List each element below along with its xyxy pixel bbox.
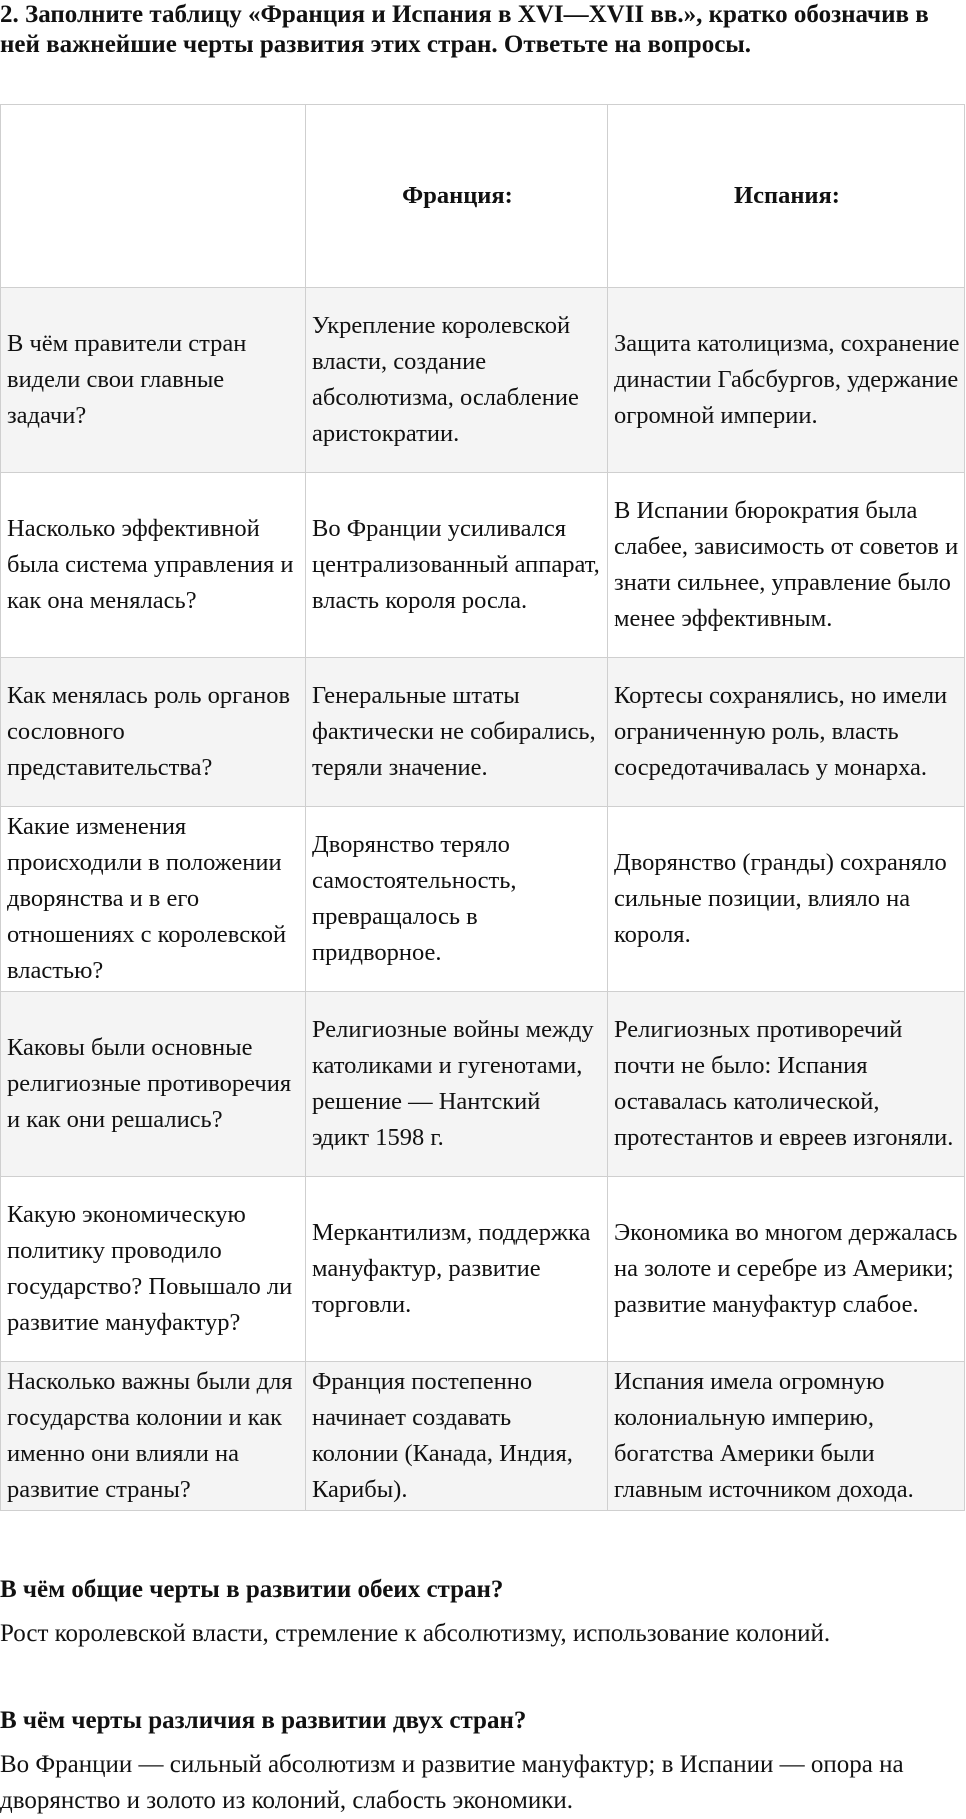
row-question: Насколько эффективной была система управления и как она менялась?	[1, 473, 306, 658]
row-france-cell: Религиозные войны между католиками и гугенотами, решение — Нантский эдикт 1598 г.	[306, 992, 608, 1177]
row-france-cell: Укрепление королевской власти, создание абсолютизма, ослабление аристократии.	[306, 288, 608, 473]
question-heading: В чём общие черты в развитии обеих стран?	[0, 1576, 504, 1603]
table-row	[1, 992, 965, 1177]
question-differences	[0, 1705, 960, 1819]
question-common-features	[0, 1574, 960, 1652]
row-question: В чём правители стран видели свои главные задачи?	[1, 288, 306, 473]
row-spain-cell: Испания имела огромную колониальную империю, богатства Америки были главным источником дохода.	[608, 1362, 965, 1511]
row-spain-cell: Кортесы сохранялись, но имели ограниченную роль, власть сосредотачивалась у монарха.	[608, 658, 965, 807]
row-spain-cell: Дворянство (гранды) сохраняло сильные позиции, влияло на короля.	[608, 807, 965, 992]
row-question: Насколько важны были для государства колонии и как именно они влияли на развитие страны?	[1, 1362, 306, 1511]
row-spain-cell: В Испании бюрократия была слабее, зависимость от советов и знати сильнее, управление было менее эффективным.	[608, 473, 965, 658]
row-question: Каковы были основные религиозные противоречия и как они решались?	[1, 992, 306, 1177]
header-france: Франция:	[306, 105, 608, 288]
row-spain-cell: Экономика во многом держалась на золоте и серебре из Америки; развитие мануфактур слабое.	[608, 1177, 965, 1362]
row-spain-cell: Религиозных противоречий почти не было: Испания оставалась католической, протестантов и евреев изгоняли.	[608, 992, 965, 1177]
row-question: Какие изменения происходили в положении дворянства и в его отношениях с королевской властью?	[1, 807, 306, 992]
row-france-cell: Франция постепенно начинает создавать колонии (Канада, Индия, Карибы).	[306, 1362, 608, 1511]
answer-text: Во Франции — сильный абсолютизм и развитие мануфактур; в Испании — опора на дворянство и золото из колоний, слабость экономики.	[0, 1751, 904, 1814]
table-row	[1, 1362, 965, 1511]
header-question-column	[1, 105, 306, 288]
answer-text: Рост королевской власти, стремление к абсолютизму, использование колоний.	[0, 1620, 831, 1647]
row-question: Какую экономическую политику проводило государство? Повышало ли развитие мануфактур?	[1, 1177, 306, 1362]
table-row	[1, 658, 965, 807]
row-france-cell: Во Франции усиливался централизованный аппарат, власть короля росла.	[306, 473, 608, 658]
row-spain-cell: Защита католицизма, сохранение династии Габсбургов, удержание огромной империи.	[608, 288, 965, 473]
table-header-row	[1, 105, 965, 288]
table-row	[1, 288, 965, 473]
table-row	[1, 1177, 965, 1362]
row-france-cell: Меркантилизм, поддержка мануфактур, развитие торговли.	[306, 1177, 608, 1362]
row-france-cell: Дворянство теряло самостоятельность, превращалось в придворное.	[306, 807, 608, 992]
question-heading: В чём черты различия в развитии двух стран?	[0, 1707, 527, 1734]
task-title: 2. Заполните таблицу «Франция и Испания в XVI—XVII вв.», кратко обозначив в ней важнейшие черты развития этих стран. Ответьте на вопросы.	[0, 1, 929, 58]
row-france-cell: Генеральные штаты фактически не собирались, теряли значение.	[306, 658, 608, 807]
table-row	[1, 473, 965, 658]
row-question: Как менялась роль органов сословного представительства?	[1, 658, 306, 807]
table-row	[1, 807, 965, 992]
comparison-table	[0, 104, 965, 1511]
header-spain: Испания:	[608, 105, 965, 288]
